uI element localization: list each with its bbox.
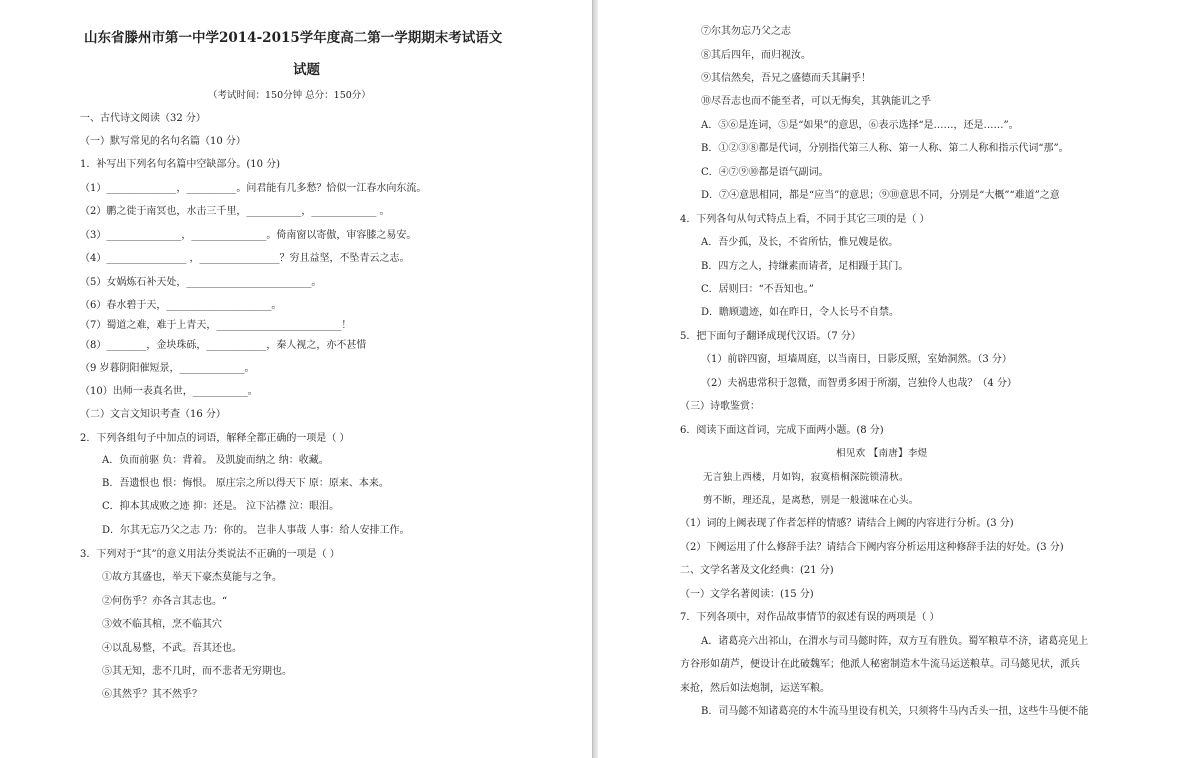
option-c: C．④⑦⑨⑩都是语气副词。	[701, 167, 829, 178]
section-heading: 二、文学名著及文化经典：(21 分)	[680, 565, 834, 576]
subsection-heading: （一）文学名著阅读：(15 分)	[680, 589, 814, 600]
document-title-line1: 山东省滕州市第一中学2014-2015学年度高二第一学期期末考试语文	[84, 30, 503, 46]
option-a: A．吾少孤，及长，不省所怙，惟兄嫂是依。	[701, 237, 899, 248]
sentence-item: ⑥其然乎？其不然乎？	[102, 689, 202, 700]
exam-info: （考试时间：150分钟 总分：150分）	[208, 90, 371, 101]
question-4: 4．下列各句从句式特点上看，不同于其它三项的是（ ）	[680, 214, 930, 225]
sentence-item: ⑩尽吾志也而不能至者，可以无悔矣，其孰能讥之乎	[701, 96, 931, 107]
fill-blank-item: （4）________________ ，________________？穷且益坚，不坠青云之志。	[80, 253, 410, 264]
option-c: C．抑本其成败之迹 抑：还是。 泣下沾襟 泣：眼泪。	[102, 501, 340, 512]
question-2: 2．下列各组句子中加点的词语，解释全都正确的一项是（ ）	[80, 433, 350, 444]
translation-item: （1）前辟四窗，垣墙周庭，以当南日，日影反照，室始洞然。（3 分）	[701, 354, 1012, 365]
sub-question: （2）下阙运用了什么修辞手法？请结合下阙内容分析运用这种修辞手法的好处。(3 分)	[680, 542, 1064, 553]
question-6: 6．阅读下面这首词，完成下面两小题。(8 分)	[680, 425, 884, 436]
section-heading: 一、古代诗文阅读（32 分）	[80, 113, 206, 124]
sentence-item: ⑦尔其勿忘乃父之志	[701, 26, 791, 37]
question-3: 3．下列对于“其”的意义用法分类说法不正确的一项是（ ）	[80, 549, 340, 560]
right-page	[598, 0, 1181, 758]
option-d: D．⑦④意思相同，都是“应当”的意思；⑨⑩意思不同，分别是“大概”“难道”之意	[701, 190, 1060, 201]
option-a: A．⑤⑥是连词，⑤是“如果”的意思，⑥表示选择“是……，还是……”。	[701, 120, 1019, 131]
document-title-line2: 试题	[293, 62, 320, 78]
option-b: B．吾遗恨也 恨：悔恨。 原庄宗之所以得天下 原：原来、本来。	[102, 478, 389, 489]
option-d: D．瞻顾遗迹，如在昨日，令人长号不自禁。	[701, 307, 900, 318]
fill-blank-item: （1）______________，__________。问君能有几多愁？恰似一江春水向东流。	[80, 183, 427, 194]
option-a-continued: 方谷形如葫芦，便设计在此破魏军；他派人秘密制造木牛流马运送粮草。司马懿见状，派兵	[680, 659, 1080, 670]
question-1: 1．补写出下列名句名篇中空缺部分。(10 分)	[80, 159, 281, 170]
fill-blank-item: （5）女娲炼石补天处，_________________________。	[80, 277, 322, 288]
fill-blank-item: （2）鹏之徙于南冥也，水击三千里，___________，_____________ 。	[80, 206, 390, 217]
option-a: A．负而前驱 负：背着。 及凯旋而纳之 纳：收藏。	[102, 455, 329, 466]
poem-title: 相见欢 【南唐】李煜	[836, 448, 928, 459]
subsection-heading: （二）文言文知识考查（16 分）	[80, 409, 226, 420]
option-b: B．司马懿不知诸葛亮的木牛流马里设有机关，只须将牛马内舌头一扭，这些牛马便不能	[701, 706, 1089, 717]
poem-line: 剪不断，理还乱，是离愁，别是一般滋味在心头。	[703, 495, 919, 506]
question-7: 7．下列各项中，对作品故事情节的叙述有误的两项是（ ）	[680, 612, 940, 623]
sentence-item: ②何伤乎？亦各言其志也。“	[102, 596, 228, 607]
fill-blank-item: （3）_______________，_______________。倚南窗以寄傲，审容膝之易安。	[80, 230, 417, 241]
sentence-item: ③效不临其棺，烹不临其穴	[102, 619, 222, 630]
poem-line: 无言独上西楼，月如钩，寂寞梧桐深院锁清秋。	[703, 472, 909, 483]
sentence-item: ④以乱易整，不武。吾其还也。	[102, 643, 242, 654]
question-5: 5．把下面句子翻译成现代汉语。（7 分）	[680, 331, 861, 342]
option-a-continued: 来抢，然后如法炮制，运送军粮。	[680, 683, 830, 694]
option-d: D．尔其无忘乃父之志 乃：你的。 岂非人事哉 人事：给人安排工作。	[102, 525, 410, 536]
translation-item: （2）夫祸患常积于忽微，而智勇多困于所溺，岂独伶人也哉？（4 分）	[701, 378, 1017, 389]
fill-blank-item: （9 岁暮阴阳催短景，_____________。	[80, 363, 255, 374]
sentence-item: ⑨其信然矣，吾兄之盛德而夭其嗣乎！	[701, 73, 871, 84]
sentence-item: ①故方其盛也，举天下豪杰莫能与之争。	[102, 572, 282, 583]
sub-question: （1）词的上阙表现了作者怎样的情感？请结合上阙的内容进行分析。(3 分)	[680, 518, 1014, 529]
subsection-heading: （一）默写常见的名句名篇（10 分）	[80, 136, 246, 147]
option-c: C．居则曰：“不吾知也。”	[701, 284, 814, 295]
sentence-item: ⑤其无知，悲不几时，而不悲者无穷期也。	[102, 666, 292, 677]
sentence-item: ⑧其后四年，而归视汝。	[701, 50, 811, 61]
option-b: B．①②③⑧都是代词，分别指代第三人称、第一人称、第二人称和指示代词“那”。	[701, 143, 1069, 154]
fill-blank-item: （10）出师一表真名世，___________。	[80, 386, 258, 397]
fill-blank-item: （7）蜀道之难，难于上青天，_________________________！	[80, 320, 352, 331]
option-a: A．诸葛亮六出祁山，在渭水与司马懿时阵，双方互有胜负。蜀军粮草不济，诸葛亮见上	[701, 636, 1089, 647]
option-b: B．四方之人，持缣素而请者，足相蹑于其门。	[701, 261, 909, 272]
fill-blank-item: （8）________，金块珠砾，____________，秦人视之，亦不甚惜	[80, 340, 367, 351]
fill-blank-item: （6）春水碧于天，_____________________。	[80, 300, 282, 311]
subsection-heading: （三）诗歌鉴赏：	[680, 401, 760, 412]
